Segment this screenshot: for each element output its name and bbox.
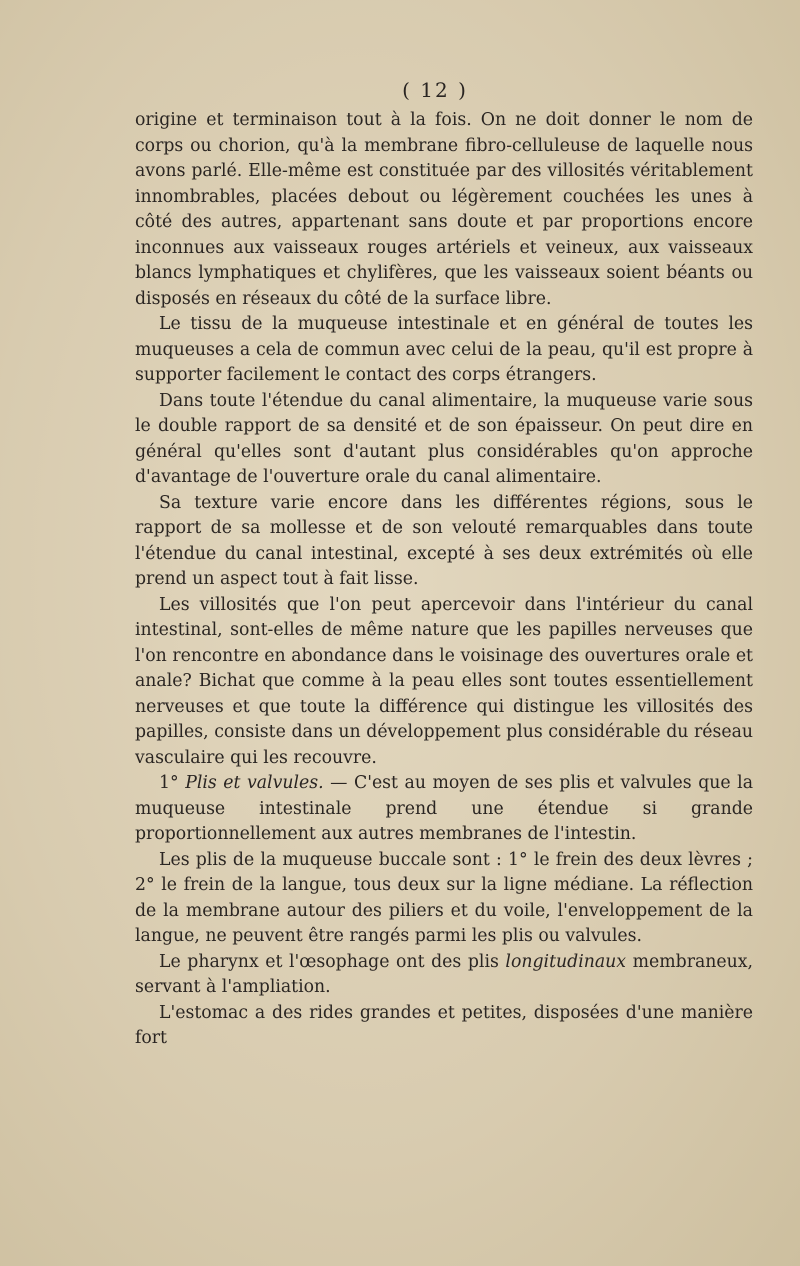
text-segment: Dans toute l'étendue du canal alimentaire, la muqueuse varie sous le double rapport de sa densité et de son épaisseur. On peut dire en général qu'elles sont d'autant plus considérables qu'on approche d'avantage de l'ouverture orale du canal alimentaire. xyxy=(135,390,753,487)
paragraph xyxy=(135,389,753,491)
paragraph xyxy=(135,771,753,848)
text-segment: 1° xyxy=(159,773,186,793)
paragraph xyxy=(135,1001,753,1052)
emphasis-term: longitudinaux xyxy=(505,951,627,972)
text-segment: membraneux, servant à l'ampliation. xyxy=(135,951,753,997)
text-segment: Les plis de la muqueuse buccale sont : 1° le frein des deux lèvres ; 2° le frein de la langue, tous deux sur la ligne médiane. La réflection de la membrane autour des piliers et du voile, l'enveloppement de la langue, ne peuvent être rangés parmi les plis ou valvules. xyxy=(135,849,753,946)
body-text xyxy=(135,108,753,1052)
text-segment: Le tissu de la muqueuse intestinale et en général de toutes les muqueuses a cela de commun avec celui de la peau, qu'il est propre à supporter facilement le contact des corps étrangers. xyxy=(135,314,753,385)
paragraph xyxy=(135,312,753,389)
text-segment: Le pharynx et l'œsophage ont des plis xyxy=(159,951,506,972)
paragraph xyxy=(135,593,753,772)
text-segment: — C'est au moyen de ses plis et valvules que la muqueuse intestinale prend une étendue si grande proportionnellement aux autres membranes de l'intestin. xyxy=(135,773,753,844)
paragraph xyxy=(135,848,753,950)
text-segment: origine et terminaison tout à la fois. On ne doit donner le nom de corps ou chorion, qu'à la membrane fibro-celluleuse de laquelle nous avons parlé. Elle-même est constituée par des villosités véritablement innombrables, placées debout ou légèrement couchées les unes à côté des autres, appartenant sans doute et par proportions encore inconnues aux vaisseaux rouges artériels et veineux, aux vaisseaux blancs lymphatiques et chylifères, que les vaisseaux soient béants ou disposés en réseaux du côté de la surface libre. xyxy=(135,110,753,309)
text-segment: Les villosités que l'on peut apercevoir dans l'intérieur du canal intestinal, sont-elles de même nature que les papilles nerveuses que l'on rencontre en abondance dans le voisinage des ouvertures orale et anale? Bichat que comme à la peau elles sont toutes essentiellement nerveuses et que toute la différence qui distingue les villosités des papilles, consiste dans un développement plus considérable du réseau vasculaire qui les recouvre. xyxy=(135,594,753,768)
paragraph xyxy=(135,491,753,593)
text-segment: Sa texture varie encore dans les différentes régions, sous le rapport de sa mollesse et de son velouté remarquables dans toute l'étendue du canal intestinal, excepté à ses deux extrémités où elle prend un aspect tout à fait lisse. xyxy=(135,492,753,589)
section-heading: Plis et valvules. xyxy=(185,773,324,793)
text-segment: L'estomac a des rides grandes et petites, disposées d'une manière fort xyxy=(135,1002,753,1048)
paragraph xyxy=(135,950,753,1001)
page-number: ( 12 ) xyxy=(402,78,468,102)
paragraph xyxy=(135,108,753,312)
